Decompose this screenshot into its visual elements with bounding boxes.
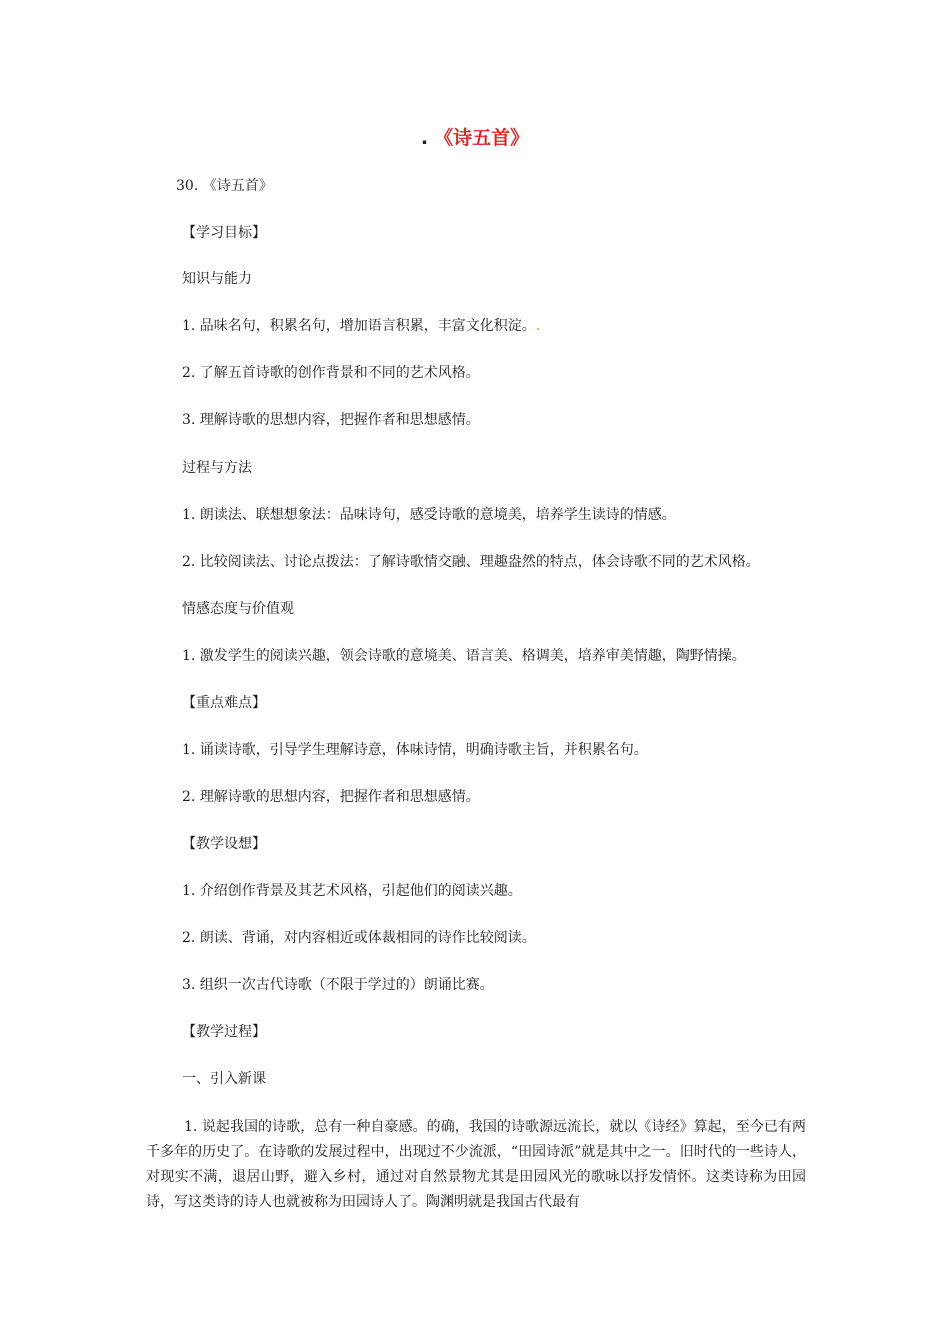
- heading-key-points: 【重点难点】: [182, 695, 266, 711]
- section-intro: 一、引入新课: [182, 1071, 266, 1087]
- heading-teaching-ideas: 【教学设想】: [182, 836, 266, 852]
- ti-item-3: 3. 组织一次古代诗歌（不限于学过的）朗诵比赛。: [182, 977, 494, 993]
- kp-item-2: 2. 理解诗歌的思想内容，把握作者和思想感情。: [182, 789, 480, 805]
- pm-item-2: 2. 比较阅读法、讨论点拨法：了解诗歌情交融、理趣盎然的特点，体会诗歌不同的艺术风格。: [182, 554, 760, 570]
- page-title: [0, 124, 950, 152]
- ka-item-3: 3. 理解诗歌的思想内容，把握作者和思想感情。: [182, 412, 480, 428]
- pm-item-1: 1. 朗读法、联想想象法：品味诗句，感受诗歌的意境美，培养学生读诗的情感。: [182, 507, 676, 523]
- ka-item-1-mark: .: [535, 318, 541, 334]
- ka-item-1: [182, 316, 540, 336]
- subheading-process-method: 过程与方法: [182, 460, 252, 476]
- intro-paragraph-1: 1. 说起我国的诗歌，总有一种自豪感。的确，我国的诗歌源远流长，就以《诗经》算起，至今已有两千多年的历史了。在诗歌的发展过程中，出现过不少流派，“田园诗派”就是其中之一。旧时代的一些诗人，对现实不满，退居山野，避入乡村，通过对自然景物尤其是田园风光的歌咏以抒发情怀。这类诗称为田园诗，写这类诗的诗人也就被称为田园诗人了。陶渊明就是我国古代最有: [146, 1119, 806, 1210]
- ev-item-1: 1. 激发学生的阅读兴趣，领会诗歌的意境美、语言美、格调美，培养审美情趣，陶野情操。: [182, 648, 746, 664]
- ti-item-1: 1. 介绍创作背景及其艺术风格，引起他们的阅读兴趣。: [182, 883, 522, 899]
- title-dot: .: [420, 127, 429, 149]
- heading-teaching-process: 【教学过程】: [182, 1024, 266, 1040]
- subheading-emotion-value: 情感态度与价值观: [182, 601, 294, 617]
- ka-item-2: 2. 了解五首诗歌的创作背景和不同的艺术风格。: [182, 365, 480, 381]
- title-text: 《诗五首》: [434, 127, 530, 149]
- ti-item-2: 2. 朗读、背诵，对内容相近或体裁相同的诗作比较阅读。: [182, 930, 536, 946]
- ka-item-1-text: 1. 品味名句，积累名句，增加语言积累，丰富文化积淀。: [182, 318, 536, 334]
- subtitle: 30. 《诗五首》: [176, 178, 273, 194]
- heading-learning-goals: 【学习目标】: [182, 225, 266, 241]
- subheading-knowledge-ability: 知识与能力: [182, 271, 252, 287]
- kp-item-1: 1. 诵读诗歌，引导学生理解诗意，体味诗情，明确诗歌主旨，并积累名句。: [182, 742, 648, 758]
